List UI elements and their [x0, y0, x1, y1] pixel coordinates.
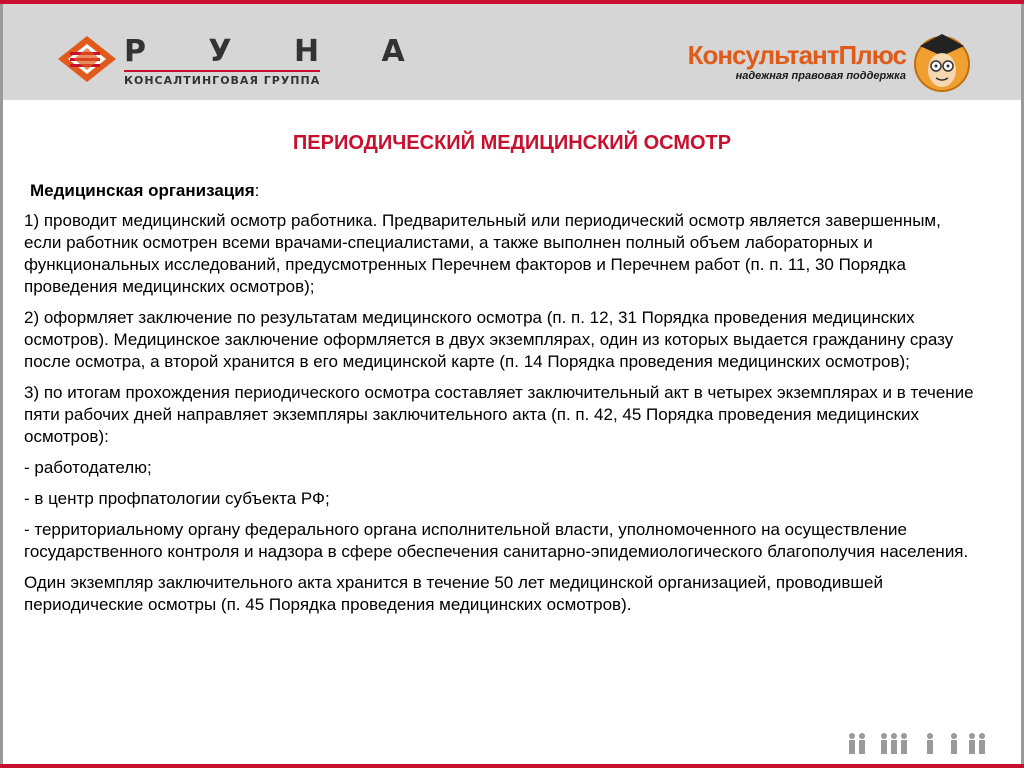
org-heading — [30, 180, 974, 202]
professor-mascot-icon — [912, 30, 972, 94]
runa-company-name: Р У Н А — [124, 34, 431, 69]
paragraph: Один экземпляр заключительного акта хранится в течение 50 лет медицинской организацией, проводившей периодические осмотры (п. 45 Порядка проведения медицинских осмотров). — [24, 573, 883, 614]
consultant-plus-logo-text: КонсультантПлюс — [687, 40, 906, 70]
consultant-plus-tagline: надежная правовая поддержка — [735, 70, 906, 82]
slide-title: ПЕРИОДИЧЕСКИЙ МЕДИЦИНСКИЙ ОСМОТР — [292, 132, 732, 154]
left-frame-line — [0, 4, 3, 768]
paragraph: - в центр профпатологии субъекта РФ; — [24, 489, 330, 508]
runa-logo-icon — [56, 34, 118, 84]
paragraph: 2) оформляет заключение по результатам медицинского осмотра (п. п. 12, 31 Порядка проведения медицинских осмотров). Медицинское заключение оформляется в двух экземплярах, один из которых выдается гражданину сразу после осмотра, а второй хранится в его медицинской карте (п. 14 Порядка проведения медицинских осмотров); — [24, 308, 954, 371]
org-label: Медицинская организация — [30, 181, 255, 200]
slide-content — [24, 180, 974, 625]
paragraph: 1) проводит медицинский осмотр работника. Предварительный или периодический осмотр является завершенным, если работник осмотрен всеми врачами-специалистами, а также выполнен полный объем лабораторных и функциональных исследований, предусмотренных Перечнем факторов и Перечнем работ (п. п. 11, 30 Порядка проведения медицинских осмотров); — [24, 211, 941, 296]
header-bar — [0, 4, 1024, 100]
bottom-frame-line — [0, 764, 1024, 768]
paragraph: - территориальному органу федерального органа исполнительной власти, уполномоченного на осуществление государственного контроля и надзора в сфере обеспечения санитарно-эпидемиологического благополучия населения. — [24, 520, 969, 561]
paragraph: 3) по итогам прохождения периодического осмотра составляет заключительный акт в четырех экземплярах и в течение пяти рабочих дней направляет экземпляры заключительного акта (п. п. 42, 45 Порядка проведения медицинских осмотров): — [24, 383, 974, 446]
org-colon: : — [254, 181, 260, 200]
runa-company-subtitle: КОНСАЛТИНГОВАЯ ГРУППА — [124, 70, 320, 87]
paragraph: - работодателю; — [24, 458, 152, 477]
people-figures-icon — [846, 732, 986, 756]
